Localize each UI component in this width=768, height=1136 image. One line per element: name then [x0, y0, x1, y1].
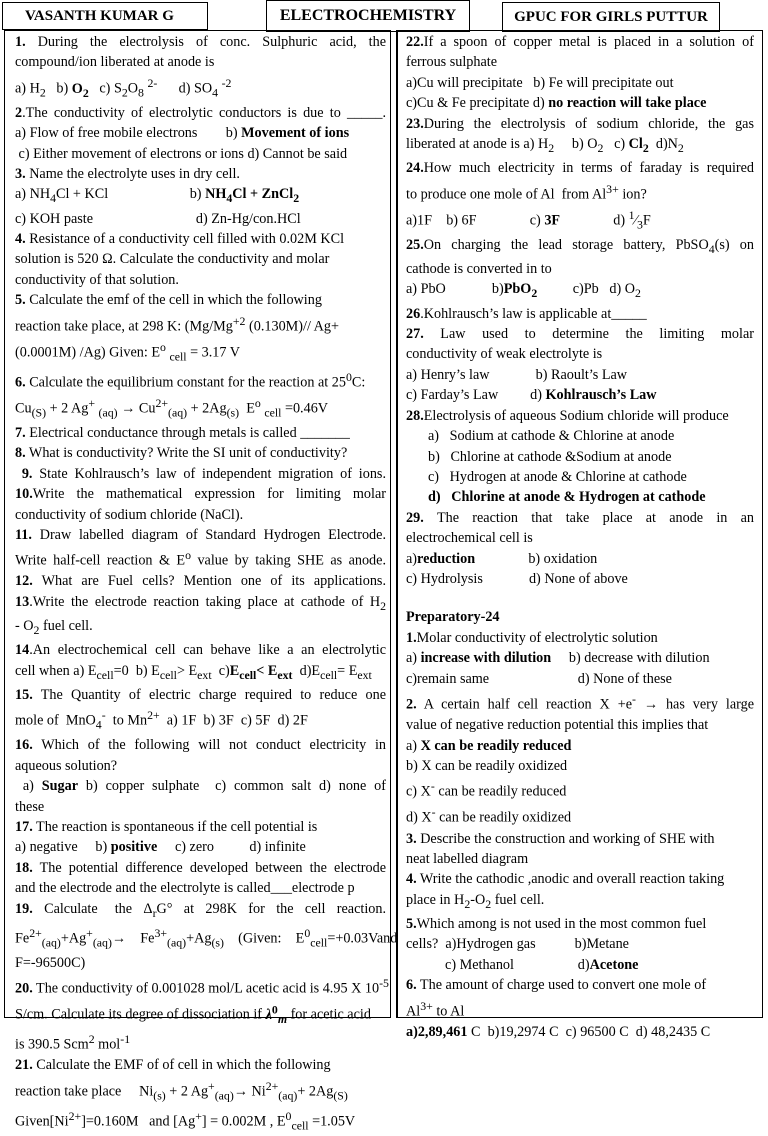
text-line: mole of MnO$_4$- to $Mn^{2+}$ a) 1F b) 3F c) 5F d) 2F [15, 708, 308, 732]
page-title: ELECTROCHEMISTRY [266, 0, 470, 32]
text-line: 2.The conductivity of electrolytic conductors is due to _____. [15, 104, 386, 121]
text-line: c) Hydrolysis d) None of above [406, 570, 628, 587]
left-question-column [4, 30, 398, 1133]
text-line: to produce one mole of Al from $Al^{3+}$ ion? [406, 181, 647, 203]
text-line: S/cm. Calculate its degree of dissociation if $\lambda^0_m$ for acetic acid [15, 1002, 371, 1026]
text-line: 1.Molar conductivity of electrolytic solution [406, 629, 658, 646]
text-line: 4. Write the cathodic ,anodic and overall reaction taking [406, 871, 725, 888]
text-line: 7. Electrical conductance through metals is called _______ [15, 424, 350, 441]
text-line: $Cu_{(S)} + 2$ Ag+ $_{(aq)} \to Cu^{2+}_{(aq)} + 2Ag_{(s)}$ $E^o$ $_{cell}$ =0.46V [15, 395, 329, 420]
text-line: c) X- can be readily reduced [406, 779, 567, 801]
text-line: a) PbO b)PbO$_2$ c)Pb d) $O_2$ [406, 281, 641, 301]
text-line: Write half-cell reaction & $E^o$ value by taking SHE as anode. [15, 548, 386, 570]
text-line: 24.How much electricity in terms of faraday is required [406, 160, 754, 177]
text-line: 5. Calculate the emf of the cell in which the following [15, 292, 322, 309]
text-line: 11. Draw labelled diagram of Standard Hydrogen Electrode. [15, 526, 386, 543]
text-line: 26.Kohlrausch’s law is applicable at_____ [406, 305, 647, 322]
text-line: 16. Which of the following will not conduct electricity in [15, 737, 386, 754]
text-line: 23.During the electrolysis of sodium chloride, the gas [406, 115, 754, 132]
text-line: 27. Law used to determine the limiting molar [406, 326, 754, 343]
text-line: a)Cu will precipitate b) Fe will precipitate out [406, 74, 674, 91]
text-line: and the electrode and the electrolyte is called___electrode p [15, 880, 355, 897]
text-line: 3. Describe the construction and working of SHE with [406, 830, 715, 847]
text-line: b) X can be readily oxidized [406, 757, 568, 774]
text-line: 10.Write the mathematical expression for limiting molar [15, 486, 386, 503]
text-line: 25.On charging the lead storage battery, PbSO$_4$(s) on [406, 236, 754, 256]
text-line: 22.If a spoon of copper metal is placed in a solution of [406, 34, 754, 50]
text-line: electrochemical cell is [406, 530, 533, 547]
text-line: $Given[Ni^{2+}]=0.160M$ and [Ag+] = 0.002M , $E^0_{cell} =1.05V$ [15, 1108, 356, 1133]
text-line: c) Either movement of electrons or ions d) Cannot be said [15, 145, 348, 162]
institution-name: GPUC FOR GIRLS PUTTUR [502, 2, 720, 32]
text-line: 14.An electrochemical cell can behave like a an electrolytic [15, 642, 386, 659]
section-title: Preparatory-24 [406, 609, 500, 626]
text-line: 8. What is conductivity? Write the SI unit of conductivity? [15, 445, 348, 462]
text-line: cathode is converted in to [406, 261, 552, 278]
text-line: F=-96500C) [15, 954, 86, 971]
text-line: c) Methanol d)Acetone [406, 956, 639, 973]
text-line: b) Chlorine at cathode &Sodium at anode [428, 448, 672, 465]
text-line: solution is 520 Ω. Calculate the conductivity and molar [15, 251, 330, 268]
text-line: conductivity of sodium chloride (NaCl). [15, 506, 244, 523]
text-line: a)1F b) 6F c) 3F d) $^1⁄_3F$ [406, 207, 651, 232]
text-line: conductivity of that solution. [15, 271, 179, 288]
text-line: c)Cu & Fe precipitate d) no reaction will take place [406, 95, 707, 112]
text-line: c) Hydrogen at anode & Chlorine at cathode [428, 468, 687, 485]
text-line: 18. The potential difference developed between the electrode [15, 859, 386, 876]
text-line: value of negative reduction potential this implies that [406, 717, 709, 734]
text-line: a)reduction b) oxidation [406, 550, 598, 567]
text-line: reaction take place $Ni_{(s)} + 2$ $Ag^+_{(aq)}\to Ni^{2+}_{(aq)}+ 2Ag_{(S)}$ [15, 1078, 348, 1103]
author-name: VASANTH KUMAR G [2, 2, 208, 30]
text-line: 9. State Kohlrausch’s law of independent migration of ions. [21, 465, 386, 482]
text-line: 12. What are Fuel cells? Mention one of its applications. [15, 573, 386, 590]
right-question-column [396, 30, 763, 1040]
text-line: c) KOH paste d) Zn-Hg/con.HCl [15, 210, 301, 227]
text-line: 13.Write the electrode reaction taking place at cathode of $H_2$ [15, 593, 386, 613]
text-line: 21. Calculate the EMF of of cell in which the following [15, 1057, 331, 1074]
text-line: $Al^{3+}$ to Al [406, 998, 465, 1020]
text-line: 6. Calculate the equilibrium constant for the reaction at $25^0C$: [15, 369, 366, 391]
text-line: a) Sodium at cathode & Chlorine at anode [428, 428, 675, 445]
text-line: cell when a) $E_{cell}=0$ b) $E_{cell}> E_{ext}$ $c)E_{cell}< E_{ext}$ $d)E_{cell}= E_{ext}$ [15, 662, 372, 682]
text-line: a) Henry’s law b) Raoult’s Law [406, 366, 628, 383]
text-line: liberated at anode is a) $H_2$ b) $O_2$ c) $Cl_2$ $d)N_2$ [406, 136, 684, 155]
text-line: a) $NH_4Cl$ + KCl b) $NH_4Cl$ + ZnCl$_2$ [15, 186, 300, 206]
text-line: (0.0001M) /Ag) Given: $E^o$ $_{cell}$ = 3.17 V [15, 339, 241, 364]
text-line: d) Chlorine at anode & Hydrogen at cathode [428, 489, 706, 506]
text-line: a) negative b) positive c) zero d) infinite [15, 839, 306, 856]
text-line: 2. A certain half cell reaction X +e- → has very large [406, 691, 754, 713]
text-line: 15. The Quantity of electric charge required to reduce one [15, 686, 386, 703]
text-line: is 390.5 Scm$^2$ mol$^{-1}$ [15, 1032, 131, 1054]
text-line: these [15, 798, 45, 815]
text-line: 29. The reaction that take place at anode in an [406, 509, 754, 526]
text-line: 17. The reaction is spontaneous if the cell potential is [15, 818, 318, 835]
text-line: 6. The amount of charge used to convert one mole of [406, 977, 707, 994]
text-line: 5.Which among is not used in the most common fuel [406, 916, 707, 933]
text-line: reaction take place, at 298 K: ($Mg/Mg^{+2}$ (0.130M)// Ag+ [15, 313, 339, 335]
text-line: neat labelled diagram [406, 851, 529, 868]
text-line: a) increase with dilution b) decrease with dilution [406, 650, 710, 667]
text-line: $Fe^{2+}_{(aq)}+Ag^+_{(aq)}\to$ $Fe^{3+}_{(aq)}+Ag_{(s)}$ (Given: $E^0_{cell}=+0.03Vand$ [15, 925, 398, 950]
text-line: ferrous sulphate [406, 54, 498, 71]
text-line: a)2,89,461 C b)19,2974 C c) 96500 C d) 48,2435 C [406, 1023, 711, 1040]
text-line: 28.Electrolysis of aqueous Sodium chloride will produce [406, 407, 729, 424]
text-line: conductivity of weak electrolyte is [406, 346, 603, 363]
text-line: c)remain same d) None of these [406, 670, 672, 687]
text-line: a) $H_2$ b) $O_2$ c) $S_2O_8$ $^{2-}$ d) $SO_4$ $^{-2}$ [15, 75, 232, 100]
text-line: 19. Calculate the $\Delta_rG^\circ$ at 298K for the cell reaction. [15, 900, 386, 920]
text-line: 20. The conductivity of 0.001028 mol/L acetic acid is 4.95 X $10^{-5}$ [15, 976, 389, 997]
text-line: place in $H_2-O_2$ fuel cell. [406, 891, 545, 911]
text-line: a) Sugar b) copper sulphate c) common salt d) none of [15, 778, 386, 795]
text-line: a) Flow of free mobile electrons b) Movement of ions [15, 125, 350, 142]
text-line: aqueous solution? [15, 757, 118, 774]
text-line: d) X- can be readily oxidized [406, 805, 572, 827]
text-line: a) X can be readily reduced [406, 737, 572, 754]
text-line: c) Farday’s Law d) Kohlrausch’s Law [406, 387, 657, 404]
text-line: compound/ion liberated at anode is [15, 54, 215, 71]
text-line: 4. Resistance of a conductivity cell filled with 0.02M KCl [15, 231, 345, 248]
text-line: - $O_2$ fuel cell. [15, 618, 93, 637]
text-line: 1. During the electrolysis of conc. Sulphuric acid, the [15, 34, 386, 50]
text-line: cells? a)Hydrogen gas b)Metane [406, 936, 629, 953]
text-line: 3. Name the electrolyte uses in dry cell. [15, 166, 240, 182]
